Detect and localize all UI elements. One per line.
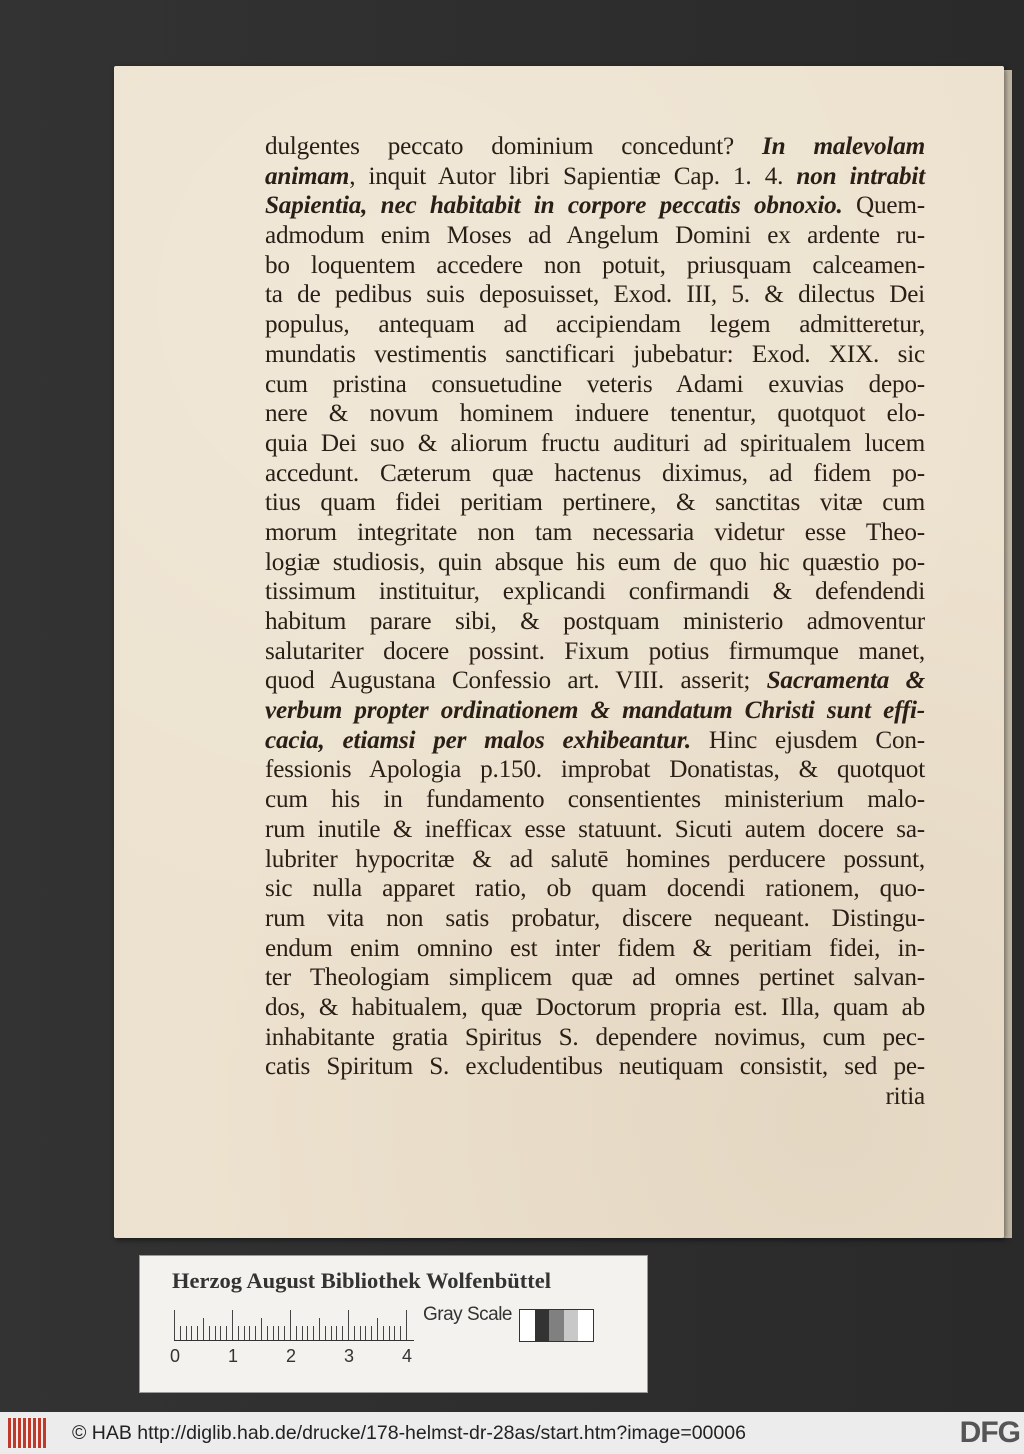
- text-line: [265, 459, 925, 489]
- text-line: [265, 815, 925, 845]
- ruler-tick: [238, 1326, 239, 1340]
- text-segment: quia Dei suo & aliorum fructu audituri ad spiritualem lucem: [265, 429, 925, 457]
- calibration-card: [139, 1255, 648, 1393]
- italic-text: cacia, etiamsi per malos exhibeantur.: [265, 726, 692, 754]
- text-line: [265, 251, 925, 281]
- ruler-tick: [278, 1326, 279, 1340]
- text-segment: ta de pedibus suis deposuisset, Exod. III, 5. & dilectus Dei: [265, 281, 925, 309]
- grayscale-cell: [520, 1310, 535, 1341]
- text-segment: tius quam fidei peritiam pertinere, & sanctitas vitæ cum: [265, 489, 925, 517]
- text-line: [265, 993, 925, 1023]
- ruler-tick: [371, 1326, 372, 1340]
- ruler-tick: [290, 1310, 291, 1340]
- ruler-tick: [255, 1326, 256, 1340]
- ruler-number: 0: [170, 1346, 181, 1366]
- grayscale-swatch: [519, 1309, 594, 1342]
- ruler-tick: [232, 1310, 233, 1340]
- ruler-tick: [360, 1326, 361, 1340]
- hab-barcode-icon: [8, 1418, 46, 1448]
- italic-text: non intrabit: [796, 162, 925, 190]
- page-body-text: [265, 132, 925, 1112]
- text-segment: , inquit Autor libri Sapientiæ Cap. 1. 4.: [349, 162, 797, 190]
- text-segment: salutariter docere possint. Fixum potius firmumque manet,: [265, 637, 925, 665]
- ruler-tick: [215, 1326, 216, 1340]
- ruler-tick: [284, 1326, 285, 1340]
- text-line: [265, 726, 925, 756]
- ruler-tick: [226, 1326, 227, 1340]
- italic-text: verbum propter ordinationem & mandatum Christi sunt effi-: [265, 697, 925, 725]
- text-line: [265, 162, 925, 192]
- text-line: [265, 310, 925, 340]
- text-line: [265, 755, 925, 785]
- text-segment: cum his in fundamento consentientes ministerium malo-: [265, 786, 925, 814]
- text-line: [265, 963, 925, 993]
- italic-text: animam: [265, 162, 350, 190]
- italic-text: Sacramenta &: [766, 667, 925, 695]
- text-line: [265, 874, 925, 904]
- text-segment: nere & novum hominem induere tenentur, quotquot elo-: [265, 400, 925, 428]
- ruler-tick: [174, 1310, 175, 1340]
- text-segment: cum pristina consuetudine veteris Adami exuvias depo-: [265, 370, 925, 398]
- text-line: [265, 696, 925, 726]
- text-line: [265, 1052, 925, 1082]
- text-segment: inhabitante gratia Spiritus S. dependere novimus, cum pec-: [265, 1023, 925, 1051]
- ruler-tick: [342, 1326, 343, 1340]
- text-line: [265, 934, 925, 964]
- ruler-number: 4: [402, 1346, 413, 1366]
- text-segment: habitum parare sibi, & postquam ministerio admoventur: [265, 608, 925, 635]
- ruler-tick: [354, 1326, 355, 1340]
- text-segment: lubriter hypocritæ & ad salutē homines perducere possunt,: [265, 845, 925, 873]
- footer-link[interactable]: © HAB http://diglib.hab.de/drucke/178-helmst-dr-28as/start.htm?image=00006: [72, 1421, 746, 1444]
- ruler-number: 3: [344, 1346, 355, 1366]
- library-name: Herzog August Bibliothek Wolfenbüttel: [172, 1268, 551, 1293]
- footer-bar: [0, 1412, 1024, 1454]
- ruler-tick: [406, 1310, 407, 1340]
- grayscale-label: Gray Scale: [423, 1304, 512, 1325]
- ruler-tick: [261, 1318, 262, 1340]
- text-line: [265, 399, 925, 429]
- text-segment: admodum enim Moses ad Angelum Domini ex ardente ru-: [265, 222, 925, 250]
- text-line: [265, 132, 925, 162]
- ruler-tick: [191, 1326, 192, 1340]
- ruler-tick: [244, 1326, 245, 1340]
- grayscale-cell: [564, 1310, 579, 1341]
- ruler-tick: [319, 1318, 320, 1340]
- text-line: [265, 666, 925, 696]
- ruler-number: 2: [286, 1346, 297, 1366]
- ruler-tick: [336, 1326, 337, 1340]
- text-line: [265, 488, 925, 518]
- text-line: [265, 518, 925, 548]
- text-line: [265, 370, 925, 400]
- text-segment: Hinc ejusdem Con-: [691, 726, 925, 754]
- ruler-tick: [267, 1326, 268, 1340]
- text-line: [265, 785, 925, 815]
- text-line: [265, 191, 925, 221]
- text-line: [265, 1082, 925, 1112]
- ruler-tick: [273, 1326, 274, 1340]
- grayscale-cell: [535, 1310, 550, 1341]
- ruler-number: 1: [228, 1346, 239, 1366]
- ruler-tick: [302, 1326, 303, 1340]
- grayscale-cell: [578, 1310, 593, 1341]
- ruler-tick: [180, 1326, 181, 1340]
- ruler-tick: [197, 1326, 198, 1340]
- scale-ruler: [174, 1304, 414, 1341]
- italic-text: In malevolam: [762, 133, 925, 160]
- dfg-logo: DFG: [959, 1416, 1020, 1449]
- ruler-tick: [249, 1326, 250, 1340]
- text-line: [265, 845, 925, 875]
- ruler-tick: [389, 1326, 390, 1340]
- text-segment: dos, & habitualem, quæ Doctorum propria est. Illa, quam ab: [265, 993, 925, 1021]
- text-segment: endum enim omnino est inter fidem & peritiam fidei, in-: [265, 934, 925, 962]
- text-line: [265, 548, 925, 578]
- ruler-tick: [313, 1326, 314, 1340]
- text-segment: mundatis vestimentis sanctificari jubebatur: Exod. XIX. sic: [265, 340, 925, 368]
- text-segment: catis Spiritum S. excludentibus neutiquam consistit, sed pe-: [265, 1053, 925, 1081]
- text-line: [265, 904, 925, 934]
- text-line: [265, 429, 925, 459]
- text-segment: ritia: [885, 1083, 925, 1110]
- text-segment: populus, antequam ad accipiendam legem admitteretur,: [265, 311, 925, 339]
- ruler-tick: [209, 1326, 210, 1340]
- ruler-tick: [203, 1318, 204, 1340]
- ruler-tick: [331, 1326, 332, 1340]
- ruler-tick: [394, 1326, 395, 1340]
- text-segment: accedunt. Cæterum quæ hactenus diximus, ad fidem po-: [265, 459, 925, 487]
- text-segment: fessionis Apologia p.150. improbat Donatistas, & quotquot: [265, 756, 925, 784]
- text-segment: sic nulla apparet ratio, ob quam docendi rationem, quo-: [265, 875, 925, 903]
- ruler-tick: [348, 1310, 349, 1340]
- italic-text: Sapientia, nec habitabit in corpore peccatis obnoxio.: [265, 192, 843, 220]
- text-segment: logiæ studiosis, quin absque his eum de quo hic quæstio po-: [265, 548, 925, 576]
- ruler-tick: [307, 1326, 308, 1340]
- text-segment: rum inutile & inefficax esse statuunt. Sicuti autem docere sa-: [265, 815, 925, 843]
- text-line: [265, 1023, 925, 1053]
- text-line: [265, 577, 925, 607]
- text-line: [265, 221, 925, 251]
- ruler-tick: [383, 1326, 384, 1340]
- text-segment: dulgentes peccato dominium concedunt?: [265, 133, 763, 160]
- text-line: [265, 340, 925, 370]
- ruler-tick: [296, 1326, 297, 1340]
- text-segment: quod Augustana Confessio art. VIII. asserit;: [265, 667, 767, 695]
- ruler-tick: [325, 1326, 326, 1340]
- text-segment: tissimum instituitur, explicandi confirmandi & defendendi: [265, 578, 925, 606]
- ruler-tick: [220, 1326, 221, 1340]
- ruler-tick: [377, 1318, 378, 1340]
- ruler-tick: [365, 1326, 366, 1340]
- text-segment: rum vita non satis probatur, discere nequeant. Distingu-: [265, 904, 925, 932]
- text-segment: ter Theologiam simplicem quæ ad omnes pertinet salvan-: [265, 964, 925, 992]
- text-segment: Quem-: [842, 192, 925, 220]
- ruler-tick: [186, 1326, 187, 1340]
- ruler-tick: [400, 1326, 401, 1340]
- text-line: [265, 280, 925, 310]
- text-line: [265, 607, 925, 637]
- text-line: [265, 637, 925, 667]
- text-segment: bo loquentem accedere non potuit, priusquam calceamen-: [265, 251, 925, 279]
- text-segment: morum integritate non tam necessaria videtur esse Theo-: [265, 518, 925, 546]
- grayscale-cell: [549, 1310, 564, 1341]
